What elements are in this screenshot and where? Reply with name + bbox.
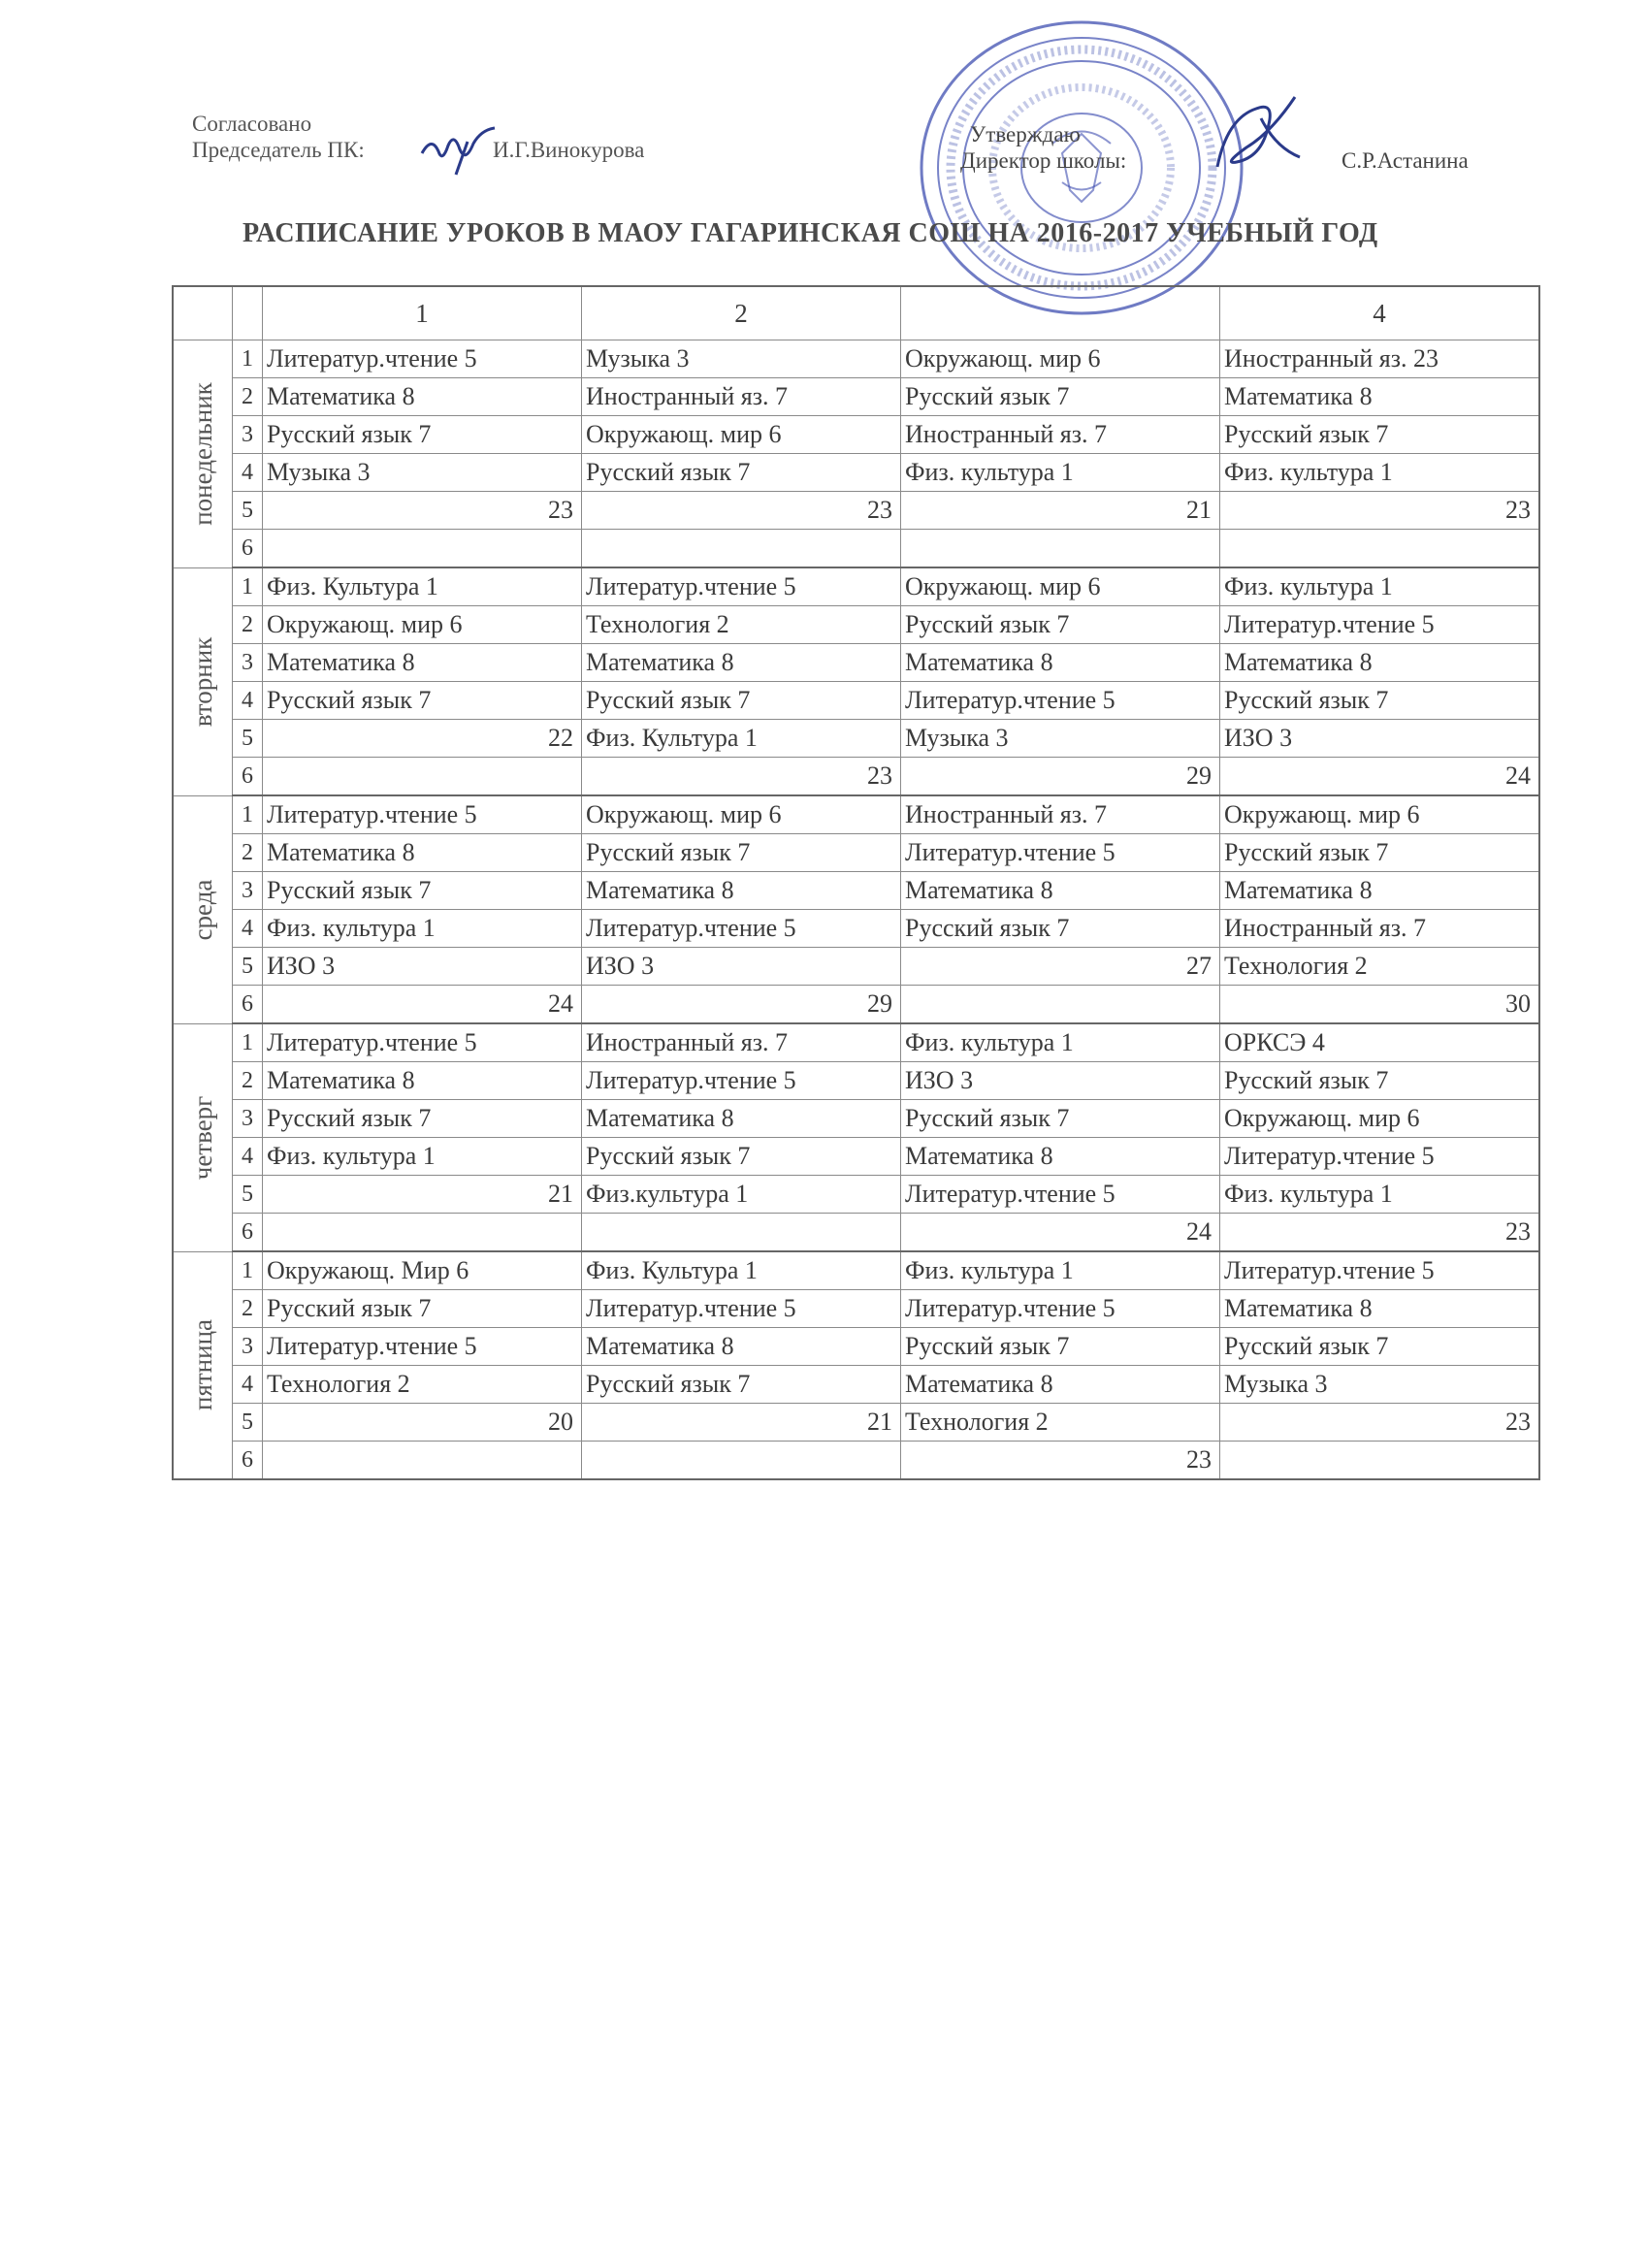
class-header: 2 — [582, 286, 901, 340]
lesson-number: 2 — [233, 1062, 263, 1100]
lesson-cell: Литератур.чтение 5 — [263, 1023, 582, 1062]
lesson-row — [173, 340, 1539, 378]
lesson-row — [173, 606, 1539, 644]
lesson-cell: Математика 8 — [263, 834, 582, 872]
weekly-load-total: 24 — [1220, 758, 1540, 796]
lesson-cell: Русский язык 7 — [901, 606, 1220, 644]
lesson-number: 5 — [233, 720, 263, 758]
lesson-cell: Русский язык 7 — [1220, 682, 1540, 720]
lesson-row — [173, 1062, 1539, 1100]
lesson-number: 1 — [233, 567, 263, 606]
lesson-cell: Литератур.чтение 5 — [582, 1062, 901, 1100]
lesson-cell: Математика 8 — [582, 1328, 901, 1366]
lesson-cell: Окружающ. Мир 6 — [263, 1251, 582, 1290]
lesson-cell: Литератур.чтение 5 — [582, 1290, 901, 1328]
lesson-cell: Русский язык 7 — [263, 872, 582, 910]
lesson-cell: ИЗО 3 — [582, 948, 901, 986]
lesson-number: 5 — [233, 492, 263, 530]
weekly-load-total: 23 — [1220, 492, 1540, 530]
weekly-load-total: 21 — [263, 1176, 582, 1214]
lesson-cell: Музыка 3 — [901, 720, 1220, 758]
lesson-cell: Технология 2 — [901, 1404, 1220, 1442]
lesson-cell: Окружающ. мир 6 — [582, 795, 901, 834]
lesson-cell — [1220, 530, 1540, 568]
lesson-row — [173, 1100, 1539, 1138]
day-cell — [173, 1023, 233, 1251]
lesson-number: 5 — [233, 948, 263, 986]
director-signature — [1208, 89, 1305, 181]
lesson-number: 1 — [233, 795, 263, 834]
lesson-number: 1 — [233, 1251, 263, 1290]
lesson-cell: Окружающ. мир 6 — [901, 340, 1220, 378]
lesson-cell: Русский язык 7 — [582, 454, 901, 492]
lesson-number: 6 — [233, 1214, 263, 1252]
lesson-cell: Технология 2 — [263, 1366, 582, 1404]
lesson-number: 3 — [233, 1100, 263, 1138]
lesson-cell: Литератур.чтение 5 — [263, 795, 582, 834]
lesson-cell: Иностранный яз. 7 — [901, 416, 1220, 454]
lesson-row — [173, 1176, 1539, 1214]
lesson-cell: Литератур.чтение 5 — [263, 340, 582, 378]
lesson-cell: Литератур.чтение 5 — [1220, 1138, 1540, 1176]
lesson-cell — [263, 530, 582, 568]
lesson-cell: Физ. культура 1 — [1220, 567, 1540, 606]
lesson-number: 4 — [233, 1366, 263, 1404]
lesson-cell — [901, 986, 1220, 1024]
weekly-load-total: 29 — [582, 986, 901, 1024]
lesson-cell: Физ.культура 1 — [582, 1176, 901, 1214]
approved-block — [960, 121, 1469, 174]
weekly-load-total: 23 — [582, 492, 901, 530]
lesson-cell: Русский язык 7 — [263, 682, 582, 720]
lesson-number: 3 — [233, 872, 263, 910]
lesson-row — [173, 1138, 1539, 1176]
lesson-cell — [582, 1214, 901, 1252]
lesson-cell: Иностранный яз. 7 — [1220, 910, 1540, 948]
lesson-number: 1 — [233, 340, 263, 378]
lesson-row — [173, 986, 1539, 1024]
lesson-cell: Литератур.чтение 5 — [1220, 1251, 1540, 1290]
class-header — [901, 286, 1220, 340]
lesson-cell: Физ. культура 1 — [901, 1023, 1220, 1062]
lesson-number: 3 — [233, 416, 263, 454]
lesson-cell: Русский язык 7 — [263, 1100, 582, 1138]
lesson-number: 1 — [233, 1023, 263, 1062]
lesson-number: 4 — [233, 1138, 263, 1176]
director-name: С.Р.Астанина — [1342, 148, 1469, 173]
day-cell — [173, 567, 233, 795]
weekly-load-total: 23 — [1220, 1404, 1540, 1442]
lesson-cell: Математика 8 — [582, 872, 901, 910]
lesson-row — [173, 834, 1539, 872]
lesson-cell: Литератур.чтение 5 — [901, 682, 1220, 720]
lesson-cell: Музыка 3 — [582, 340, 901, 378]
class-header: 1 — [263, 286, 582, 340]
lesson-number: 4 — [233, 454, 263, 492]
lesson-cell: Окружающ. мир 6 — [1220, 1100, 1540, 1138]
weekly-load-total: 30 — [1220, 986, 1540, 1024]
agreed-block — [192, 111, 645, 163]
lesson-row — [173, 1023, 1539, 1062]
lesson-row — [173, 1404, 1539, 1442]
lesson-row — [173, 530, 1539, 568]
lesson-cell: Математика 8 — [582, 1100, 901, 1138]
day-label: понедельник — [188, 381, 217, 526]
lesson-row — [173, 720, 1539, 758]
lesson-cell: Иностранный яз. 7 — [582, 378, 901, 416]
lesson-cell: Математика 8 — [582, 644, 901, 682]
lesson-cell: Иностранный яз. 23 — [1220, 340, 1540, 378]
day-cell — [173, 340, 233, 568]
chairman-signature — [417, 124, 500, 178]
lesson-number: 4 — [233, 910, 263, 948]
agreed-label: Согласовано — [192, 112, 312, 136]
director-label: Директор школы: — [960, 148, 1127, 173]
schedule-body — [173, 286, 1539, 1479]
lesson-number: 5 — [233, 1176, 263, 1214]
lesson-row — [173, 758, 1539, 796]
lesson-number: 3 — [233, 644, 263, 682]
lesson-cell: Физ. культура 1 — [901, 454, 1220, 492]
lesson-cell: Физ. культура 1 — [1220, 1176, 1540, 1214]
day-label: четверг — [188, 1095, 217, 1180]
lesson-row — [173, 1290, 1539, 1328]
weekly-load-total: 21 — [901, 492, 1220, 530]
lesson-row — [173, 1251, 1539, 1290]
lesson-cell: Физ. культура 1 — [901, 1251, 1220, 1290]
header-corner-num — [233, 286, 263, 340]
day-cell — [173, 1251, 233, 1479]
weekly-load-total: 23 — [1220, 1214, 1540, 1252]
lesson-cell: Русский язык 7 — [1220, 1062, 1540, 1100]
lesson-row — [173, 795, 1539, 834]
lesson-cell: Русский язык 7 — [901, 1328, 1220, 1366]
lesson-row — [173, 1328, 1539, 1366]
schedule-table — [172, 285, 1540, 1480]
lesson-cell: Математика 8 — [263, 1062, 582, 1100]
weekly-load-total: 23 — [263, 492, 582, 530]
lesson-cell: Русский язык 7 — [582, 1366, 901, 1404]
lesson-row — [173, 378, 1539, 416]
lesson-cell: Литератур.чтение 5 — [901, 834, 1220, 872]
weekly-load-total: 23 — [901, 1442, 1220, 1480]
page-title: РАСПИСАНИЕ УРОКОВ В МАОУ ГАГАРИНСКАЯ СОШ НА 2016-2017 УЧЕБНЫЙ ГОД — [242, 218, 1378, 248]
lesson-row — [173, 644, 1539, 682]
approved-label: Утверждаю — [970, 122, 1081, 146]
lesson-row — [173, 1366, 1539, 1404]
lesson-cell: Русский язык 7 — [582, 834, 901, 872]
lesson-cell: Иностранный яз. 7 — [582, 1023, 901, 1062]
lesson-number: 3 — [233, 1328, 263, 1366]
lesson-number: 4 — [233, 682, 263, 720]
lesson-cell: Физ. культура 1 — [263, 1138, 582, 1176]
class-header: 4 — [1220, 286, 1540, 340]
lesson-cell: ИЗО 3 — [263, 948, 582, 986]
lesson-number: 6 — [233, 758, 263, 796]
lesson-cell: Математика 8 — [1220, 872, 1540, 910]
lesson-row — [173, 910, 1539, 948]
lesson-number: 6 — [233, 986, 263, 1024]
lesson-cell — [901, 530, 1220, 568]
lesson-number: 2 — [233, 606, 263, 644]
lesson-cell: Литератур.чтение 5 — [263, 1328, 582, 1366]
weekly-load-total: 21 — [582, 1404, 901, 1442]
lesson-cell: Математика 8 — [901, 872, 1220, 910]
day-cell — [173, 795, 233, 1023]
day-label: вторник — [188, 636, 217, 727]
lesson-cell: Русский язык 7 — [901, 1100, 1220, 1138]
lesson-number: 6 — [233, 1442, 263, 1480]
lesson-cell — [263, 758, 582, 796]
lesson-cell: Русский язык 7 — [1220, 834, 1540, 872]
day-label: среда — [188, 879, 217, 940]
lesson-number: 5 — [233, 1404, 263, 1442]
weekly-load-total: 29 — [901, 758, 1220, 796]
lesson-cell: Русский язык 7 — [901, 910, 1220, 948]
lesson-number: 2 — [233, 1290, 263, 1328]
lesson-cell: Литератур.чтение 5 — [582, 567, 901, 606]
lesson-number: 6 — [233, 530, 263, 568]
lesson-row — [173, 492, 1539, 530]
lesson-cell: Математика 8 — [901, 644, 1220, 682]
lesson-cell — [263, 1214, 582, 1252]
weekly-load-total: 22 — [263, 720, 582, 758]
lesson-cell: Русский язык 7 — [582, 682, 901, 720]
class-header-row — [173, 286, 1539, 340]
lesson-cell: Физ. Культура 1 — [582, 720, 901, 758]
weekly-load-total: 24 — [901, 1214, 1220, 1252]
header-corner-day — [173, 286, 233, 340]
lesson-cell — [582, 530, 901, 568]
lesson-cell: Русский язык 7 — [582, 1138, 901, 1176]
lesson-cell: Математика 8 — [1220, 378, 1540, 416]
lesson-cell: ИЗО 3 — [1220, 720, 1540, 758]
lesson-cell: Математика 8 — [901, 1366, 1220, 1404]
lesson-cell: Окружающ. мир 6 — [1220, 795, 1540, 834]
day-label: пятница — [188, 1319, 217, 1411]
lesson-cell: Математика 8 — [1220, 644, 1540, 682]
lesson-row — [173, 1442, 1539, 1480]
lesson-number: 2 — [233, 834, 263, 872]
lesson-row — [173, 872, 1539, 910]
lesson-cell: ОРКСЭ 4 — [1220, 1023, 1540, 1062]
lesson-cell: Математика 8 — [1220, 1290, 1540, 1328]
lesson-cell: ИЗО 3 — [901, 1062, 1220, 1100]
lesson-cell: Математика 8 — [263, 644, 582, 682]
weekly-load-total: 20 — [263, 1404, 582, 1442]
lesson-cell: Музыка 3 — [263, 454, 582, 492]
lesson-cell: Технология 2 — [1220, 948, 1540, 986]
weekly-load-total: 27 — [901, 948, 1220, 986]
lesson-cell: Математика 8 — [901, 1138, 1220, 1176]
lesson-number: 2 — [233, 378, 263, 416]
lesson-cell: Окружающ. мир 6 — [901, 567, 1220, 606]
lesson-row — [173, 454, 1539, 492]
chairman-label: Председатель ПК: — [192, 138, 365, 162]
lesson-cell: Иностранный яз. 7 — [901, 795, 1220, 834]
lesson-cell: Русский язык 7 — [263, 1290, 582, 1328]
lesson-cell: Литератур.чтение 5 — [901, 1176, 1220, 1214]
lesson-cell: Русский язык 7 — [1220, 416, 1540, 454]
lesson-row — [173, 567, 1539, 606]
lesson-cell — [1220, 1442, 1540, 1480]
lesson-cell: Литератур.чтение 5 — [582, 910, 901, 948]
lesson-row — [173, 948, 1539, 986]
lesson-cell: Математика 8 — [263, 378, 582, 416]
lesson-cell: Русский язык 7 — [901, 378, 1220, 416]
lesson-cell: Русский язык 7 — [1220, 1328, 1540, 1366]
lesson-row — [173, 682, 1539, 720]
lesson-cell: Физ. Культура 1 — [263, 567, 582, 606]
weekly-load-total: 23 — [582, 758, 901, 796]
lesson-cell: Русский язык 7 — [263, 416, 582, 454]
lesson-row — [173, 416, 1539, 454]
lesson-cell: Окружающ. мир 6 — [582, 416, 901, 454]
lesson-row — [173, 1214, 1539, 1252]
lesson-cell: Музыка 3 — [1220, 1366, 1540, 1404]
lesson-cell: Окружающ. мир 6 — [263, 606, 582, 644]
weekly-load-total: 24 — [263, 986, 582, 1024]
lesson-cell — [263, 1442, 582, 1480]
chairman-name: И.Г.Винокурова — [493, 138, 645, 162]
lesson-cell: Физ. культура 1 — [263, 910, 582, 948]
lesson-cell: Литератур.чтение 5 — [901, 1290, 1220, 1328]
lesson-cell: Литератур.чтение 5 — [1220, 606, 1540, 644]
lesson-cell — [582, 1442, 901, 1480]
lesson-cell: Физ. Культура 1 — [582, 1251, 901, 1290]
lesson-cell: Технология 2 — [582, 606, 901, 644]
lesson-cell: Физ. культура 1 — [1220, 454, 1540, 492]
